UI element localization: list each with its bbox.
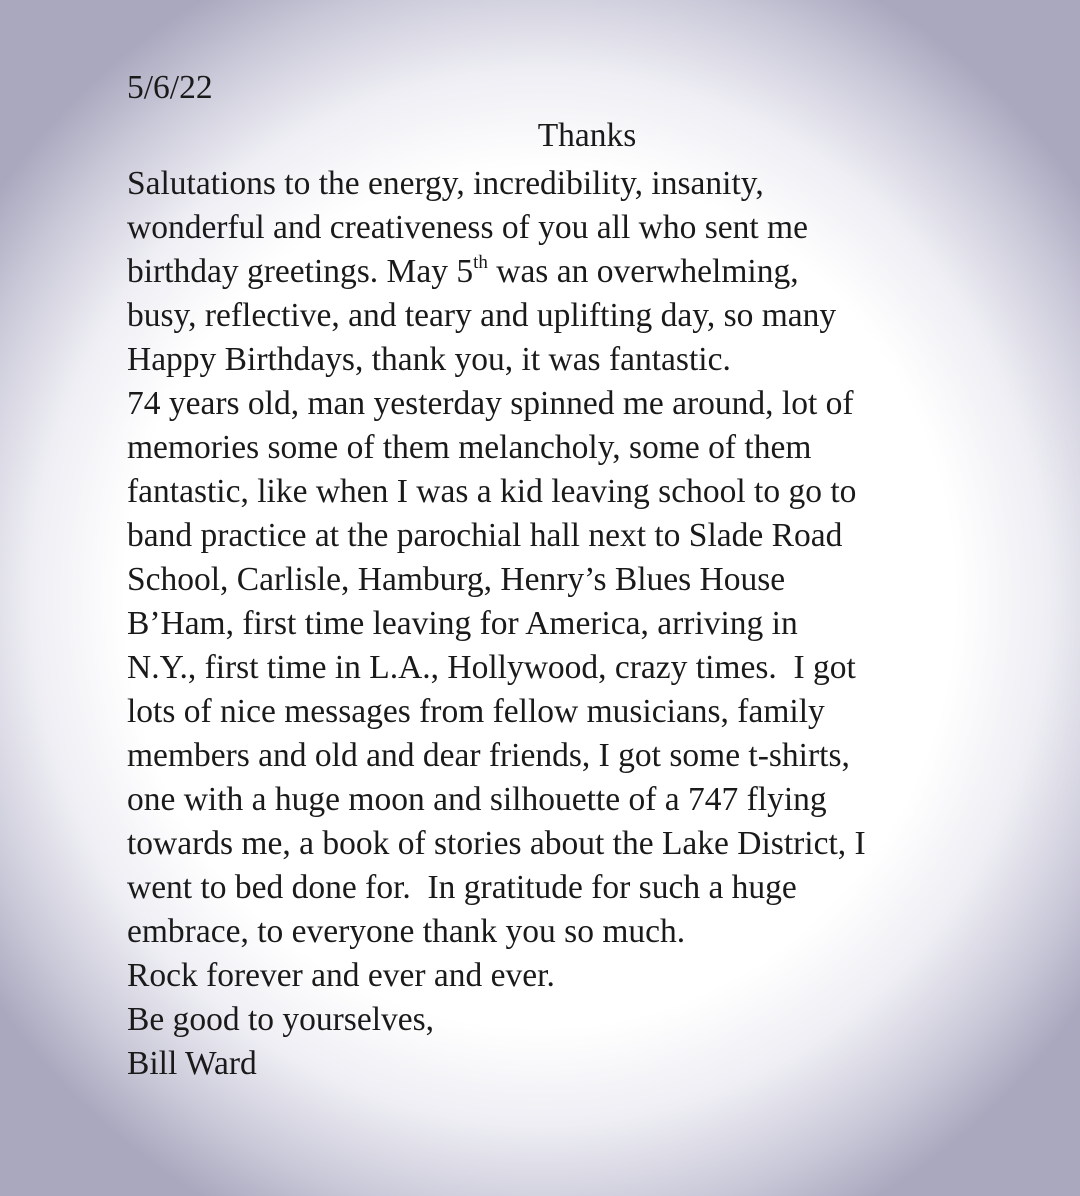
letter-line: B’Ham, first time leaving for America, arriving in [127, 605, 798, 642]
letter-line: N.Y., first time in L.A., Hollywood, crazy times. I got [127, 649, 856, 686]
letter-date: 5/6/22 [127, 69, 213, 106]
letter-line: busy, reflective, and teary and uplifting day, so many [127, 297, 837, 334]
letter [127, 66, 987, 1086]
letter-text: was an overwhelming, [487, 253, 799, 290]
letter-line: embrace, to everyone thank you so much. [127, 913, 686, 950]
letter-line: School, Carlisle, Hamburg, Henry’s Blues House [127, 561, 786, 598]
letter-line: Happy Birthdays, thank you, it was fantastic. [127, 341, 731, 378]
letter-signature: Bill Ward [127, 1045, 257, 1082]
letter-line: Rock forever and ever and ever. [127, 957, 555, 994]
letter-line: memories some of them melancholy, some of them [127, 429, 812, 466]
letter-line: fantastic, like when I was a kid leaving school to go to [127, 473, 857, 510]
letter-line: towards me, a book of stories about the Lake District, I [127, 825, 866, 862]
letter-line: members and old and dear friends, I got some t-shirts, [127, 737, 850, 774]
letter-line: wonderful and creativeness of you all who sent me [127, 209, 808, 246]
letter-line: Salutations to the energy, incredibility, insanity, [127, 165, 764, 202]
letter-line [127, 250, 987, 294]
letter-line: went to bed done for. In gratitude for such a huge [127, 869, 797, 906]
letter-line: 74 years old, man yesterday spinned me around, lot of [127, 385, 854, 422]
letter-line: band practice at the parochial hall next to Slade Road [127, 517, 843, 554]
ordinal-suffix: th [473, 252, 488, 273]
letter-line: Be good to yourselves, [127, 1001, 435, 1038]
letter-title: Thanks [537, 117, 637, 154]
letter-line: lots of nice messages from fellow musicians, family [127, 693, 825, 730]
letter-text: birthday greetings. May 5 [127, 253, 474, 290]
letter-line: one with a huge moon and silhouette of a 747 flying [127, 781, 827, 818]
